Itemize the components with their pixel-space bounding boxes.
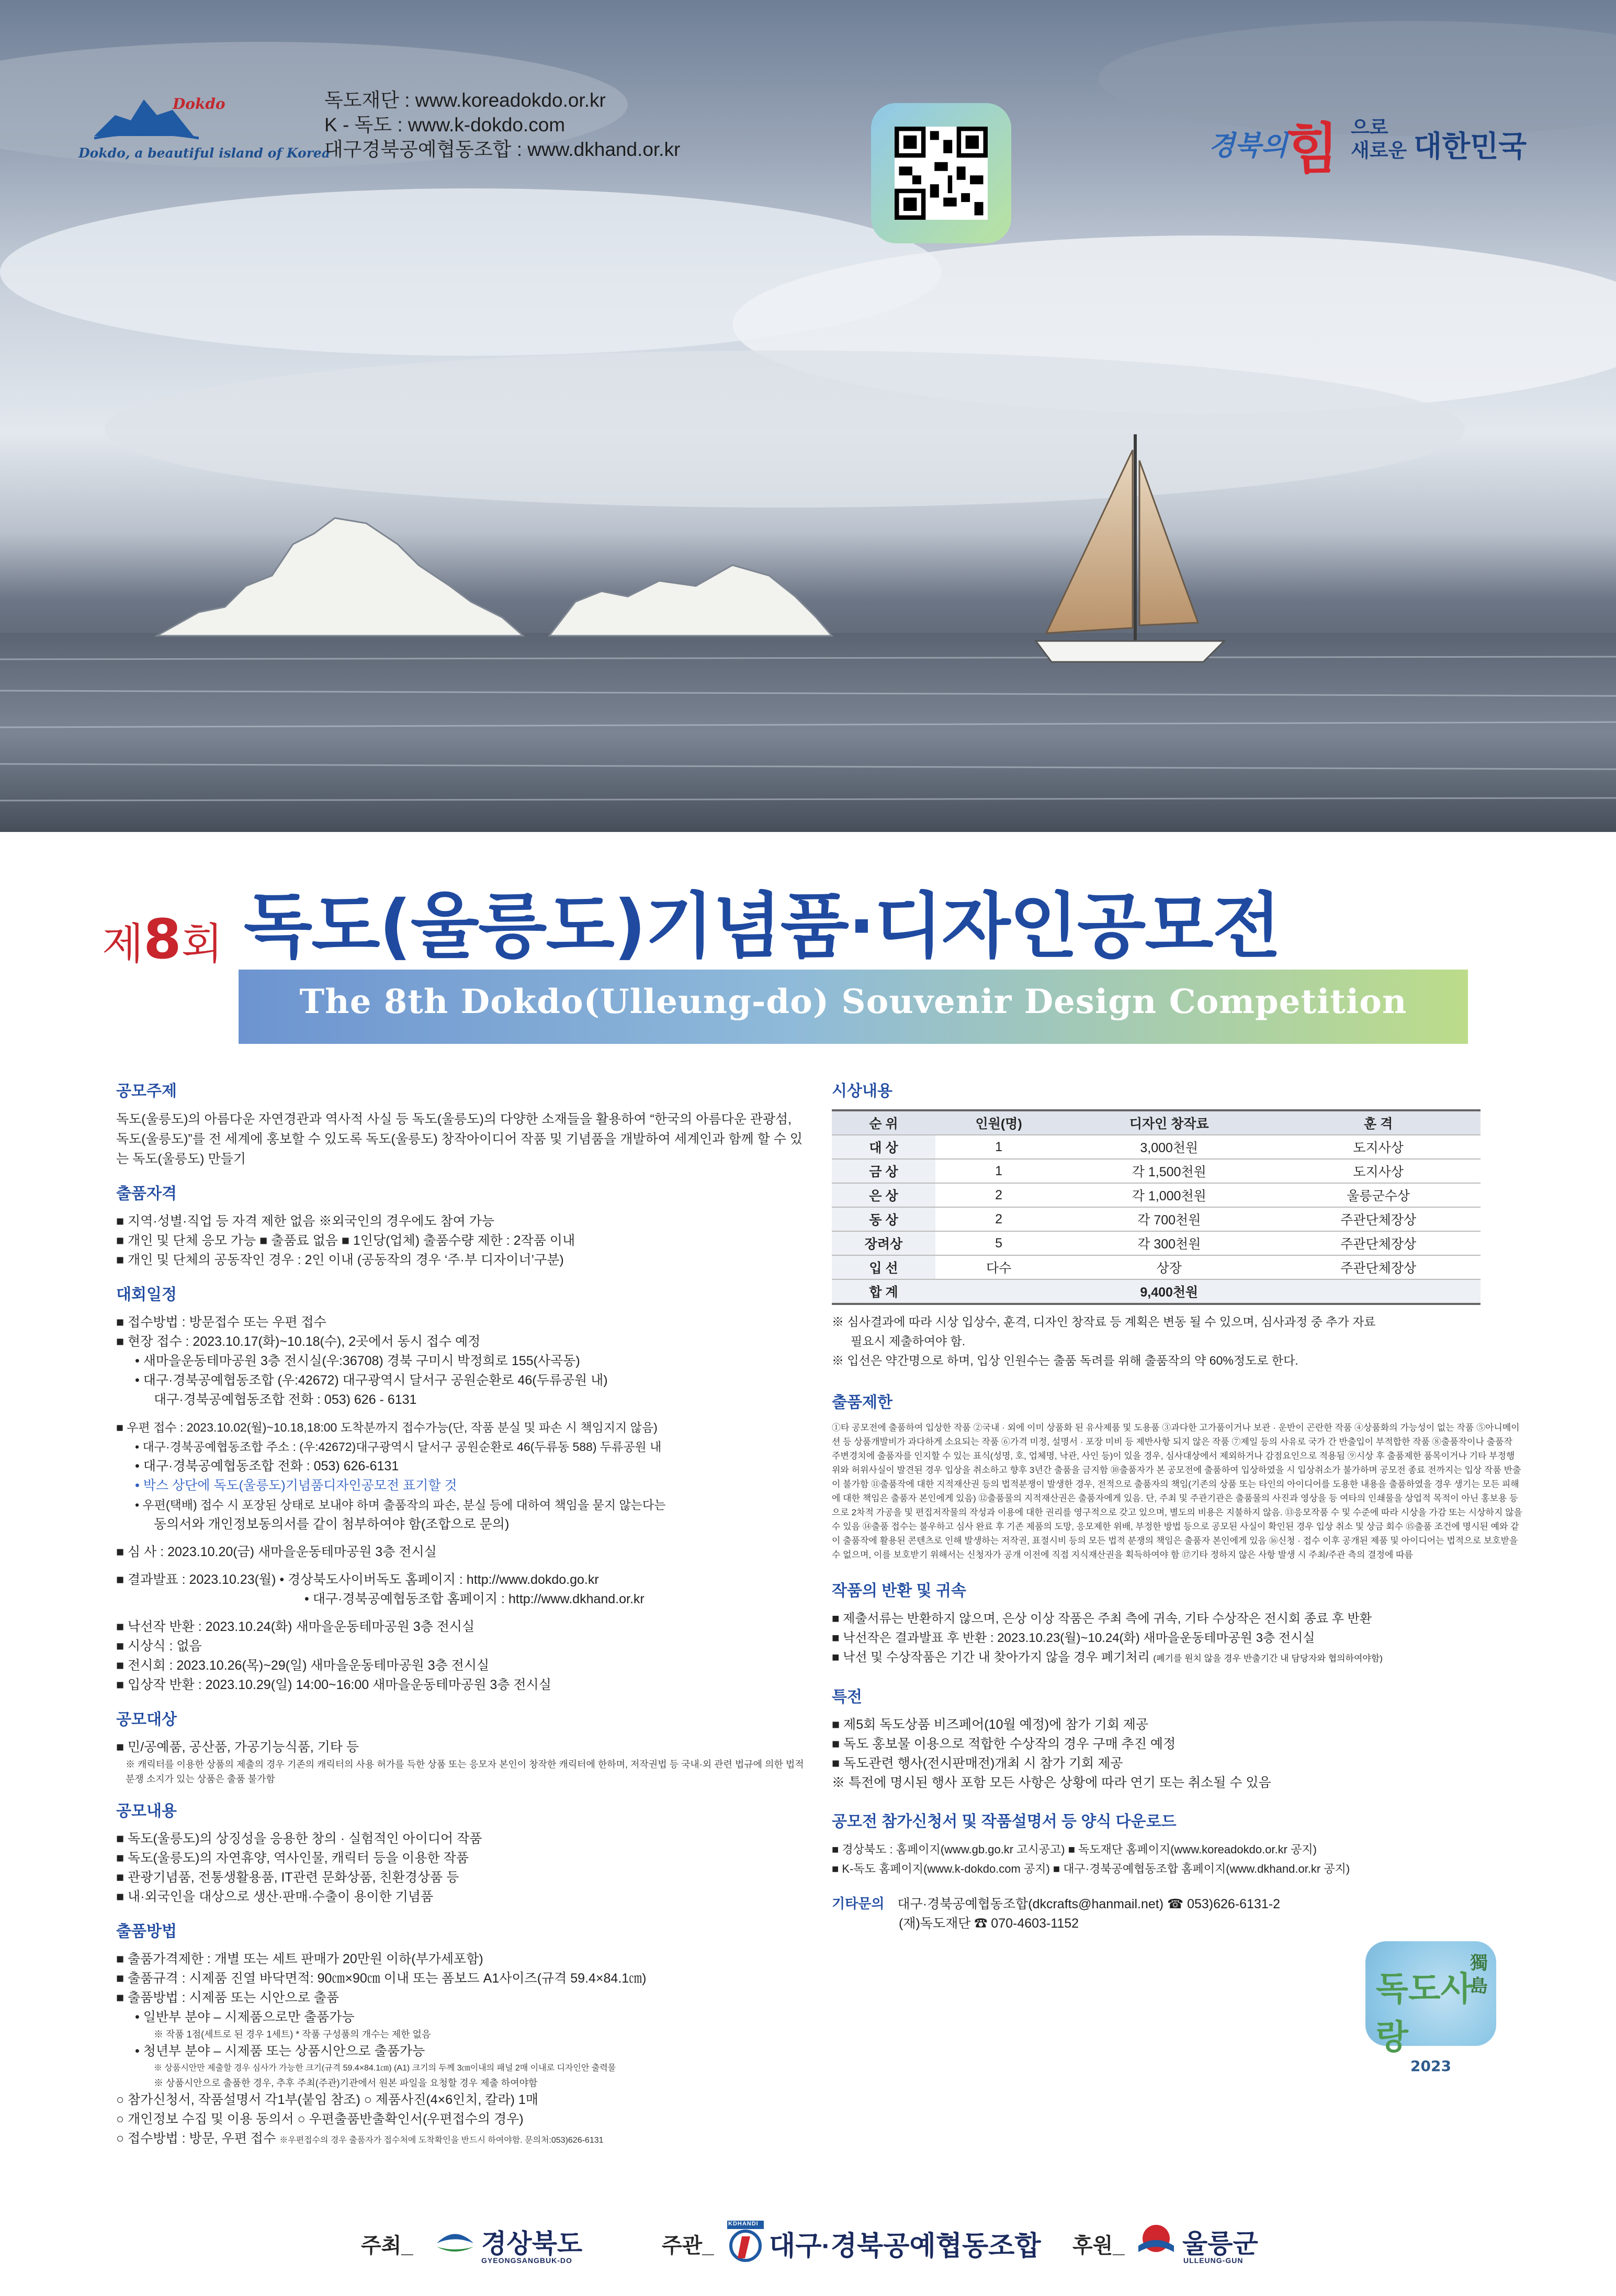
prize-count: 1 [935,1135,1062,1159]
schedule-line: • 대구·경북공예협동조합 (우:42672) 대구광역시 달서구 공원순환로 46(두류공원 내) [135,1373,608,1388]
site-koreadokdo[interactable]: 독도재단 : www.koreadokdo.or.kr [324,89,606,111]
section-heading: 출품자격 [116,1185,177,1202]
schedule-line: ■ 심 사 : 2023.10.20(금) 새마을운동테마공원 3층 전시실 [116,1545,437,1559]
table-row [832,1207,1481,1231]
organizer-name: 대구·경북공예협동조합 [769,2231,1041,2261]
prize-rank: 입 선 [832,1255,935,1279]
method-line: ■ 출품방법 : 시제품 또는 시안으로 출품 [116,1990,339,2005]
method-line: • 청년부 분야 – 시제품 또는 상품시안으로 출품가능 [135,2044,425,2058]
section-method [116,1918,807,2148]
content-line: ■ 독도(울릉도)의 자연휴양, 역사인물, 캐릭터 등을 이용한 작품 [116,1851,469,1865]
host-sub: GYEONGSANGBUK-DO [481,2256,572,2265]
schedule-line: ■ 전시회 : 2023.10.26(목)~29(일) 새마을운동테마공원 3층 전시실 [116,1658,490,1673]
prize-total-row [832,1279,1481,1304]
qr-code[interactable] [871,103,1011,243]
prize-amount: 3,000천원 [1062,1135,1276,1159]
emblem-year: 2023 [1410,2057,1451,2075]
sponsor-sub: ULLEUNG-GUN [1183,2256,1244,2265]
content-line: ■ 내·외국인을 대상으로 생산·판매·수출이 용이한 기념품 [116,1889,434,1904]
benefit-line: ■ 독도관련 행사(전시판매전)개최 시 참가 기회 제공 [832,1756,1123,1771]
section-benefits [832,1684,1522,1793]
website-list [324,88,680,162]
section-heading: 출품제한 [832,1394,892,1411]
section-heading: 공모내용 [116,1803,177,1820]
organizer-badge: KDHANDI [728,2221,759,2227]
prize-count: 2 [935,1183,1062,1207]
schedule-line: ■ 결과발표 : 2023.10.23(월) • 경상북도사이버독도 홈페이지 : http://www.dokdo.go.kr [116,1572,599,1587]
prize-col-header: 인원(명) [935,1110,1062,1135]
prize-amount: 각 300천원 [1062,1231,1276,1255]
prize-rank: 동 상 [832,1207,935,1231]
section-heading: 출품방법 [116,1923,177,1940]
sponsor-footer [0,2213,1616,2276]
contact-heading: 기타문의 [832,1896,885,1911]
emblem-calligraphy: 독도사랑 [1376,1970,1473,2057]
english-title: The 8th Dokdo(Ulleung-do) Souvenir Design Competition [299,982,1407,1021]
schedule-line: ■ 낙선작 반환 : 2023.10.24(화) 새마을운동테마공원 3층 전시실 [116,1619,475,1634]
section-content [116,1798,807,1907]
emblem-hanja: 獨島 [1470,1953,1488,1997]
method-line: ○ 개인정보 수집 및 이용 동의서 ○ 우편출품반출확인서(우편접수의 경우) [116,2112,524,2126]
slogan-part3: 으로 새로운 [1351,116,1407,162]
prize-amount: 상장 [1062,1255,1276,1279]
download-line[interactable]: ■ K-독도 홈페이지(www.k-dokdo.com 공지) ■ 대구·경북공예협동조합 홈페이지(www.dkhand.or.kr 공지) [832,1862,1350,1875]
schedule-line: ■ 현장 접수 : 2023.10.17(화)~10.18(수), 2곳에서 동시 접수 예정 [116,1334,481,1349]
title-number: 8 [143,907,182,971]
site-dkhand[interactable]: 대구경북공예협동조합 : www.dkhand.or.kr [324,139,681,160]
dokdo-love-emblem [1365,1941,1496,2077]
prize-award: 주관단체장상 [1276,1255,1481,1279]
sponsor-label: 후원_ [1072,2234,1125,2257]
benefit-line: ※ 특전에 명시된 행사 포함 모든 사항은 상황에 따라 연기 또는 취소될 수 있음 [832,1775,1271,1790]
section-heading: 공모주제 [116,1083,177,1100]
schedule-line: • 박스 상단에 독도(울릉도)기념품디자인공모전 표기할 것 [135,1478,457,1493]
return-line: ■ 낙선작은 결과발표 후 반환 : 2023.10.23(월)~10.24(화) 새마을운동테마공원 3층 전시실 [832,1631,1315,1645]
section-download [832,1808,1522,1878]
ulleung-emblem-icon [1135,2223,1177,2259]
slogan-part2: 힘 [1286,117,1339,181]
method-line: ■ 출품규격 : 시제품 진열 바닥면적: 90㎝×90㎝ 이내 또는 폼보드 A1사이즈(규격 59.4×84.1㎝) [116,1971,647,1986]
target-note: ※ 캐릭터를 이용한 상품의 제출의 경우 기존의 캐릭터의 사용 허가를 득한 상품 또는 응모자 본인이 창작한 캐릭터에 한하며, 저작권법 등 국내·외 관련 법규에 의한 법적 분쟁 소지가 있는 상품은 출품 불가함 [126,1759,804,1784]
method-note: ※ 작품 1점(세트로 된 경우 1세트) * 작품 구성품의 개수는 제한 없음 [154,2029,431,2040]
table-row [832,1255,1481,1279]
prize-rank: 대 상 [832,1135,935,1159]
prize-col-header: 순 위 [832,1110,935,1135]
prize-award: 주관단체장상 [1276,1207,1481,1231]
kdhandi-logo-icon [727,2221,764,2263]
schedule-line: • 새마을운동테마공원 3층 전시실(우:36708) 경북 구미시 박정희로 155(사곡동) [135,1354,580,1368]
page-title [102,869,1515,971]
eligibility-line: ■ 개인 및 단체 응모 가능 ■ 출품료 없음 ■ 1인당(업체) 출품수량 제한 : 2작품 이내 [116,1233,575,1248]
table-row [832,1231,1481,1255]
left-column [116,1078,807,2160]
slogan-part1: 경북의 [1208,130,1287,162]
return-line [832,1648,1522,1668]
title-prefix: 제 [102,919,144,969]
return-line: ■ 제출서류는 반환하지 않으며, 은상 이상 작품은 주최 측에 귀속, 기타 수상작은 전시회 종료 후 반환 [832,1612,1372,1626]
section-heading: 공모전 참가신청서 및 작품설명서 등 양식 다운로드 [832,1813,1177,1830]
contact-text-1: 대구·경북공예협동조합(dkcrafts@hanmail.net) ☎ 053)626-6131-2 [897,1897,1280,1911]
site-k-dokdo[interactable]: K - 독도 : www.k-dokdo.com [324,114,566,136]
table-row [832,1159,1481,1183]
content-line: ■ 독도(울릉도)의 상징성을 응용한 창의 · 실험적인 아이디어 작품 [116,1831,482,1846]
prize-rank: 장려상 [832,1231,935,1255]
schedule-line: ■ 접수방법 : 방문접수 또는 우편 접수 [116,1315,326,1330]
table-row [832,1135,1481,1159]
section-return [832,1578,1522,1668]
section-eligibility [116,1180,807,1270]
qr-code-pattern [895,127,988,220]
return-disposal-note: (폐기를 원치 않을 경우 반출기간 내 담당자와 협의하여야함) [1153,1653,1383,1663]
benefit-line: ■ 제5회 독도상품 비즈페어(10월 예정)에 참가 기회 제공 [832,1717,1149,1732]
hero-sea-illustration [0,0,1616,832]
prize-count: 2 [935,1207,1062,1231]
method-receipt-note: ※우편접수의 경우 출품자가 접수처에 도착확인을 반드시 하여야함. 문의처:053)626-6131 [279,2136,604,2145]
prize-count: 1 [935,1159,1062,1183]
schedule-line: ■ 우편 접수 : 2023.10.02(월)~10.18,18:00 도착분까지 접수가능(단, 작품 분실 및 파손 시 책임지지 않음) [116,1421,658,1434]
island-mark-icon [94,84,199,141]
content-line: ■ 관광기념품, 전통생활용품, IT관련 문화상품, 친환경상품 등 [116,1870,459,1885]
theme-text: 독도(울릉도)의 아름다운 자연경관과 역사적 사실 등 독도(울릉도)의 다양한 소재들을 활용하여 “한국의 아름다운 관광섬, 독도(울릉도)”를 전 세계에 홍보할 수 있도록 독도(울릉도) 창작아이디어 작품 및 기념품을 개발하여 세계인과 함께 할 수 있는 독도(울릉도) 만들기 [116,1112,803,1166]
prize-amount: 각 1,000천원 [1062,1183,1276,1207]
logo-brand-text: Dokdo, a beautiful island of Korea [78,145,330,161]
method-receipt: ○ 접수방법 : 방문, 우편 접수 [116,2131,276,2146]
qr-icon [895,127,988,220]
schedule-line: 동의서와 개인정보동의서를 같이 첨부하여야 함(조합으로 문의) [154,1517,510,1532]
section-prizes [832,1078,1522,1370]
host-name: 경상북도 [481,2229,583,2258]
slogan-part4: 대한민국 [1414,130,1527,164]
prize-total-label: 합 계 [832,1279,935,1304]
prize-header-row [832,1110,1481,1135]
section-heading: 대회일정 [116,1286,177,1303]
restrictions-text: ①타 공모전에 출품하여 입상한 작품 ②국내 · 외에 이미 상품화 된 유사제품 및 도용품 ③과다한 고가품이거나 보관 · 운반이 곤란한 작품 ④상품화의 가능성이 없는 작품 ⑤아니메이션 등 상품개발비가 과다하게 소요되는 작품 ⑥가격 미정, 설명서 · 포장 미비 등 제반사항 되지 않은 작품 ⑦제일 등의 사유로 국가 간 반출입이 부적합한 작품 ⑧출품작이나 출품작 주변경치에 출품자를 인지할 수 있는 표식(성명, 호, 업체명, 낙관, 사인 등)이 있을 경우, 심사대상에서 제외하거나 감점요인으로 적용됨 ⑨시상 후 출품제한 품목이거나 기타 부정행위와 허위사실이 발견된 경우 입상을 취소하고 향후 3년간 출품을 금지함 ⑩출품자가 본 공모전에 출품하여 입상하였을 시 입상취소가 불가하며 공모전 종료 전까지는 입상 작품 반출이 불가함 ⑪출품작에 대한 지적재산권 등의 법적분쟁이 발생한 경우, 전적으로 출품자의 책임(기존의 상품 또는 타인의 아이디어를 도용한 내용을 출품하였을 경우 생기는 모든 피해에 대한 책임은 출품자 본인에게 있음) ⑫출품물의 지적재산권은 출품자에게 있음. 단, 주최 및 주관기관은 출품물의 사진과 영상을 등 여타의 인쇄물을 상업적 목적이 아닌 홍보용 등으로 2차적 가공을 및 편집저작물의 작성과 이용에 대한 권리를 영구적으로 갖고 있으며, 별도의 비용은 지불하지 않음. ⑬응모작품 수 및 수준에 따라 시상을 가감 또는 시상하지 않을 수 있음 ⑭출품 접수는 불우하고 심사 완료 후 기존 제품의 도망, 응모제한 위배, 부정한 방법 등으로 공모된 사실이 확인된 경우 입상 취소 및 상금 회수 ⑮출품 조건에 명시된 예와 같이 출품작에 활용된 콘텐츠로 인해 발생하는 저작권, 표절시비 등의 모든 법적 분쟁의 책임은 출품자 본인에게 있음 ⑯신청 · 접수 이후 공개된 제품 및 아이디어는 법적으로 보호받을 수 없으며, 이를 보호받기 위해서는 신청자가 공개 이전에 직접 지식재산권을 획득하여야 함 ⑰기타 정하지 않은 사항 발생 시 주최/주관 측의 결정에 따름 [832,1423,1522,1560]
section-heading: 공모대상 [116,1711,177,1728]
prize-award: 울릉군수상 [1276,1183,1481,1207]
section-heading: 특전 [832,1689,862,1706]
gyeongbuk-emblem-icon [434,2225,476,2256]
english-title-banner [239,970,1468,1044]
prize-table [832,1109,1481,1305]
benefit-line: ■ 독도 홍보물 이용으로 적합한 수상작의 경우 구매 추진 예정 [832,1737,1176,1751]
prize-col-header: 훈 격 [1276,1110,1481,1135]
method-note: ※ 상품시안으로 출품한 경우, 추후 주최(주관)기관에서 원본 파일을 요청할 경우 제출 하여야함 [154,2078,538,2088]
prize-col-header: 디자인 창작료 [1062,1110,1276,1135]
prize-award: 도지사상 [1276,1159,1481,1183]
method-line: ○ 참가신청서, 작품설명서 각1부(붙임 참조) ○ 제품사진(4×6인치, 칼라) 1매 [116,2092,538,2107]
right-column [832,1078,1522,1945]
method-line: ■ 출품가격제한 : 개별 또는 세트 판매가 20만원 이하(부가세포함) [116,1952,483,1966]
prize-amount: 각 700천원 [1062,1207,1276,1231]
prize-rank: 금 상 [832,1159,935,1183]
prize-amount: 각 1,500천원 [1062,1159,1276,1183]
prize-total-award [1276,1279,1481,1304]
section-restrictions [832,1389,1522,1562]
prize-note: ※ 입선은 약간명으로 하며, 입상 인원수는 출품 독려를 위해 출품작의 약 60%정도로 한다. [832,1354,1298,1367]
method-note: ※ 상품시안만 제출할 경우 심사가 가능한 크기(규격 59.4×84.1㎝) (A1) 크기의 두께 3㎝이내의 패널 2매 이내로 디자인안 출력물 [154,2064,616,2073]
section-theme [116,1078,807,1169]
method-line [116,2129,807,2148]
prize-award: 주관단체장상 [1276,1231,1481,1255]
schedule-line: • 대구·경북공예협동조합 홈페이지 : http://www.dkhand.or.kr [304,1592,645,1606]
schedule-line: • 대구·경북공예협동조합 주소 : (우:42672)대구광역시 달서구 공원순환로 46(두류동 588) 두류공원 내 [135,1440,662,1454]
schedule-line: • 우편(택배) 접수 시 포장된 상태로 보내야 하며 출품작의 파손, 분실 등에 대하여 책임을 묻지 않는다는 [135,1498,666,1512]
host-label: 주최_ [361,2234,413,2257]
prize-total-amount: 9,400천원 [1062,1279,1276,1304]
title-suffix: 회 [181,919,223,969]
eligibility-line: ■ 개인 및 단체의 공동작인 경우 : 2인 이내 (공동작의 경우 ‘주·부 디자이너’구분) [116,1253,564,1267]
return-disposal: ■ 낙선 및 수상작품은 기간 내 찾아가지 않을 경우 폐기처리 [832,1650,1150,1664]
prize-total-count [935,1279,1062,1304]
gyeongbuk-slogan-logo [1208,105,1533,181]
schedule-line: 대구·경북공예협동조합 전화 : 053) 626 - 6131 [154,1392,417,1407]
section-target [116,1706,807,1786]
table-row [832,1183,1481,1207]
prize-count: 5 [935,1231,1062,1255]
schedule-line: ■ 시상식 : 없음 [116,1639,202,1653]
schedule-line: • 대구·경북공예협동조합 전화 : 053) 626-6131 [135,1459,399,1473]
sponsor-name: 울릉군 [1182,2229,1258,2258]
method-line: • 일반부 분야 – 시제품으로만 출품가능 [135,2010,355,2024]
dokdo-foundation-logo [78,84,330,173]
organizer-label: 주관_ [662,2234,714,2257]
prize-note: 필요시 제출하여야 함. [851,1334,966,1348]
logo-script: Dokdo [173,95,225,112]
contact-text-2: (재)독도재단 ☎ 070-4603-1152 [899,1916,1079,1931]
schedule-line: ■ 입상작 반환 : 2023.10.29(일) 14:00~16:00 새마을운동테마공원 3층 전시실 [116,1678,551,1692]
target-line: ■ 민/공예품, 공산품, 가공기능식품, 기타 등 [116,1740,359,1754]
prize-award: 도지사상 [1276,1135,1481,1159]
section-heading: 작품의 반환 및 귀속 [832,1582,966,1600]
title-main: 독도(울릉도)기념품·디자인공모전 [243,885,1281,968]
eligibility-line: ■ 지역·성별·직업 등 자격 제한 없음 ※외국인의 경우에도 참여 가능 [116,1214,495,1229]
prize-count: 다수 [935,1255,1062,1279]
contact-line [832,1894,1522,1914]
prize-note: ※ 심사결과에 따라 시상 입상수, 훈격, 디자인 창작료 등 계획은 변동 될 수 있으며, 심사과정 중 추가 자료 [832,1315,1376,1329]
section-contact [832,1894,1522,1933]
prize-rank: 은 상 [832,1183,935,1207]
section-schedule [116,1281,807,1695]
download-line[interactable]: ■ 경상북도 : 홈페이지(www.gb.go.kr 고시공고) ■ 독도재단 홈페이지(www.koreadokdo.or.kr 공지) [832,1843,1317,1856]
section-heading: 시상내용 [832,1083,892,1100]
